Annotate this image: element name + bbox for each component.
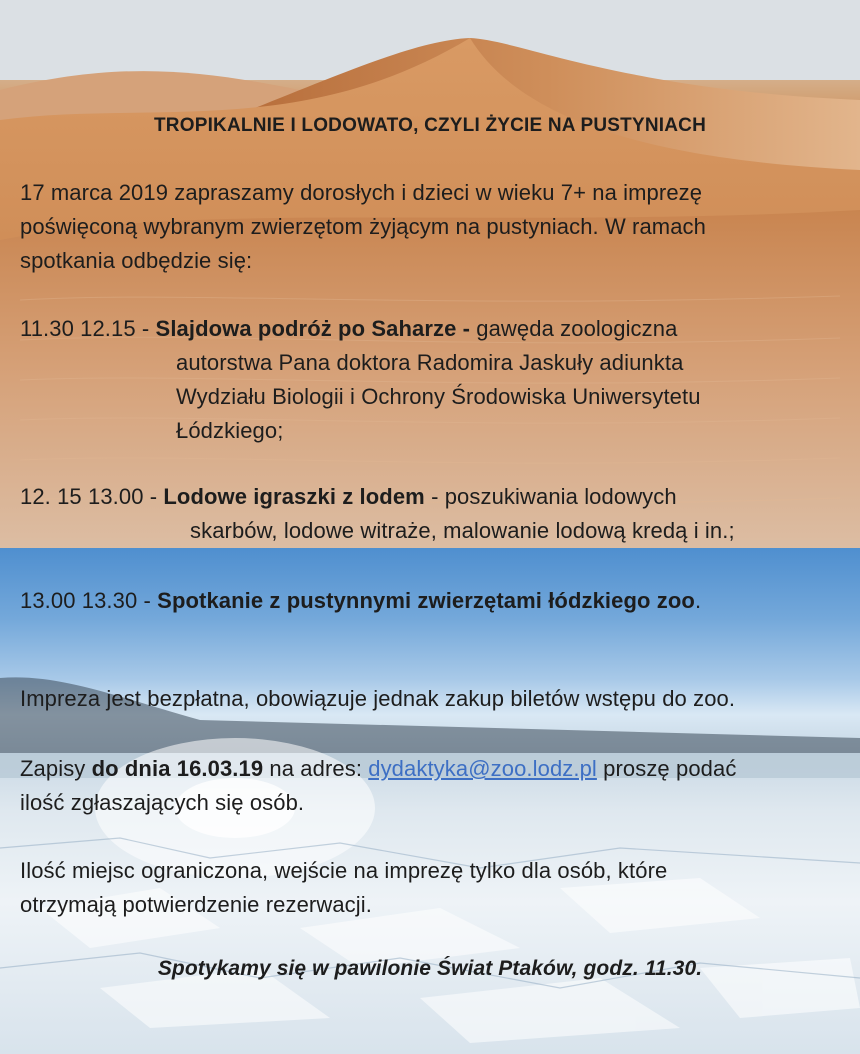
signup-prefix: Zapisy bbox=[20, 756, 92, 781]
schedule-description-line: skarbów, lodowe witraże, malowanie lodową kredą i in.; bbox=[190, 518, 735, 543]
schedule-description-line: Wydziału Biologii i Ochrony Środowiska Uniwersytetu bbox=[176, 384, 701, 409]
free-entry-note: Impreza jest bezpłatna, obowiązuje jednak zakup biletów wstępu do zoo. bbox=[20, 686, 736, 711]
schedule-item-1 bbox=[20, 312, 677, 346]
poster-title: TROPIKALNIE I LODOWATO, CZYLI ŻYCIE NA PUSTYNIACH bbox=[153, 115, 706, 136]
schedule-item-3 bbox=[20, 584, 701, 618]
schedule-event-title: Lodowe igraszki z lodem bbox=[163, 484, 425, 509]
schedule-description: gawęda zoologiczna bbox=[476, 316, 678, 341]
schedule-item-2 bbox=[20, 480, 677, 514]
schedule-description: . bbox=[694, 588, 702, 613]
schedule-description-line: Łódzkiego; bbox=[176, 418, 284, 443]
signup-deadline: do dnia 16.03.19 bbox=[91, 756, 264, 781]
schedule-event-title: Spotkanie z pustynnymi zwierzętami łódzkiego zoo bbox=[157, 588, 695, 613]
schedule-event-title: Slajdowa podróż po Saharze - bbox=[155, 316, 477, 341]
intro-line: spotkania odbędzie się: bbox=[20, 248, 253, 273]
schedule-time: 13.00 13.30 - bbox=[20, 588, 158, 613]
schedule-description-line: autorstwa Pana doktora Radomira Jaskuły adiunkta bbox=[176, 350, 684, 375]
signup-mid: na adres: bbox=[263, 756, 369, 781]
email-link[interactable]: dydaktyka@zoo.lodz.pl bbox=[368, 756, 597, 781]
signup-info-line: ilość zgłaszających się osób. bbox=[20, 790, 305, 815]
signup-info bbox=[20, 752, 736, 786]
intro-line: 17 marca 2019 zapraszamy dorosłych i dzieci w wieku 7+ na imprezę bbox=[20, 180, 703, 205]
schedule-time: 12. 15 13.00 - bbox=[20, 484, 164, 509]
intro-line: poświęconą wybranym zwierzętom żyjącym na pustyniach. W ramach bbox=[20, 214, 706, 239]
meeting-place-note: Spotykamy się w pawilonie Świat Ptaków, godz. 11.30. bbox=[157, 957, 703, 980]
schedule-description: - poszukiwania lodowych bbox=[424, 484, 677, 509]
limited-seats-note: Ilość miejsc ograniczona, wejście na imprezę tylko dla osób, które bbox=[20, 858, 668, 883]
schedule-time: 11.30 12.15 - bbox=[20, 316, 156, 341]
limited-seats-note: otrzymają potwierdzenie rezerwacji. bbox=[20, 892, 372, 917]
signup-suffix: proszę podać bbox=[596, 756, 737, 781]
